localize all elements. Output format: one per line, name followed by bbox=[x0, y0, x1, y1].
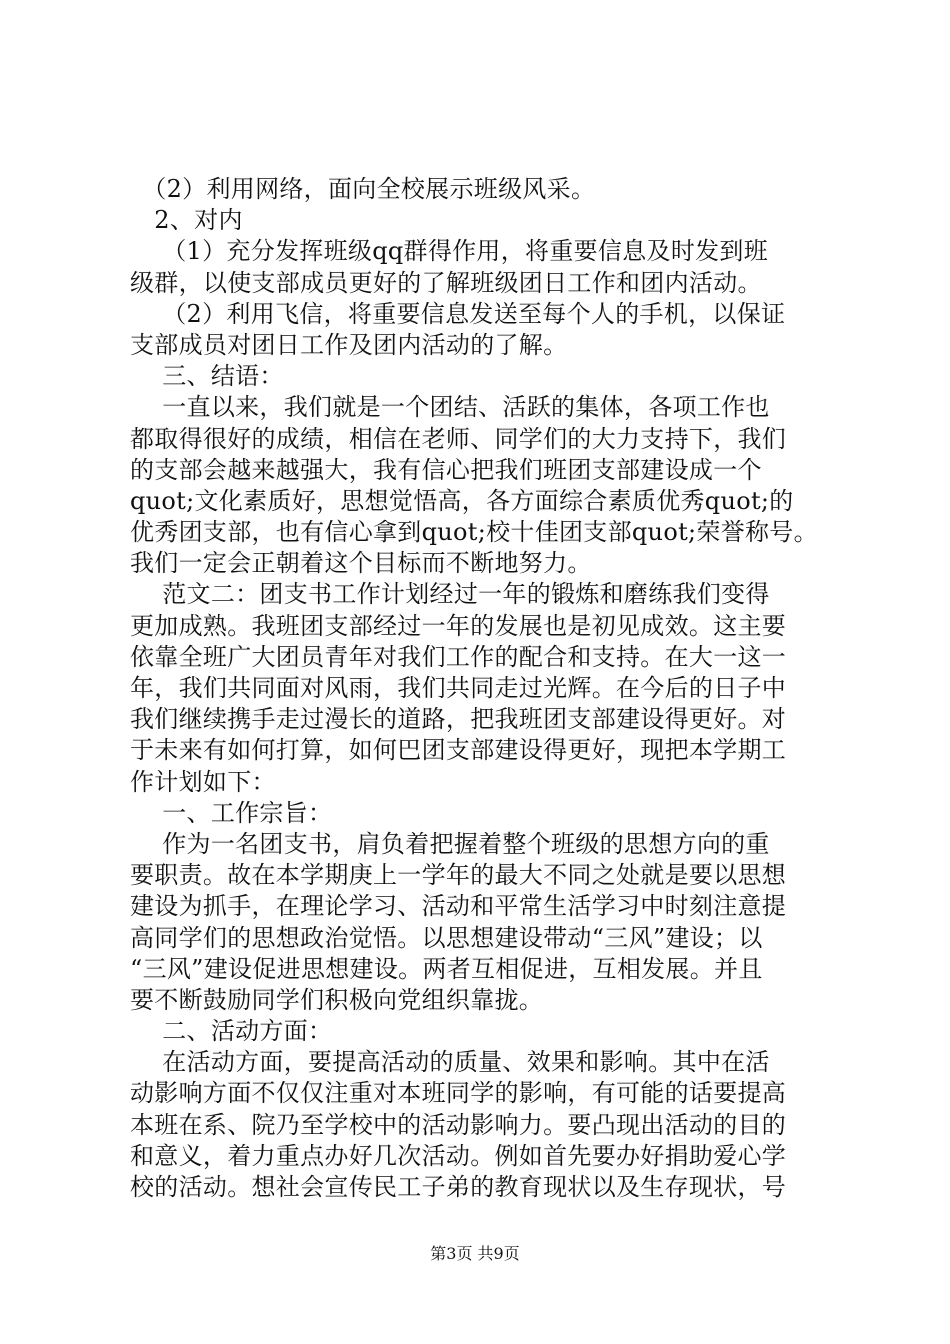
text-line: （2）利用飞信，将重要信息发送至每个人的手机，以保证 bbox=[130, 299, 786, 328]
text-line: 二、活动方面： bbox=[130, 1017, 333, 1046]
text-line: 要职责。故在本学期庚上一学年的最大不同之处就是要以思想 bbox=[130, 861, 787, 890]
text-line: （1）充分发挥班级qq群得作用，将重要信息及时发到班 bbox=[130, 237, 769, 266]
text-line: 三、结语： bbox=[130, 362, 284, 391]
text-line: 我们继续携手走过漫长的道路，把我班团支部建设得更好。对 bbox=[130, 705, 787, 734]
text-line: 本班在系、院乃至学校中的活动影响力。要凸现出活动的目的 bbox=[130, 1110, 787, 1139]
text-line: 我们一定会正朝着这个目标而不断地努力。 bbox=[130, 549, 592, 578]
text-line: 2、对内 bbox=[130, 206, 243, 235]
text-line: 校的活动。想社会宣传民工子弟的教育现状以及生存现状，号 bbox=[130, 1173, 787, 1201]
text-line: 作为一名团支书，肩负着把握着整个班级的思想方向的重 bbox=[130, 829, 770, 858]
text-line: 一直以来，我们就是一个团结、活跃的集体，各项工作也 bbox=[130, 393, 770, 422]
text-line: 依靠全班广大团员青年对我们工作的配合和支持。在大一这一 bbox=[130, 642, 787, 671]
text-line: 和意义，着力重点办好几次活动。例如首先要办好捐助爱心学 bbox=[130, 1141, 787, 1170]
text-line: 都取得很好的成绩，相信在老师、同学们的大力支持下，我们 bbox=[130, 424, 787, 453]
text-line: 优秀团支部，也有信心拿到quot;校十佳团支部quot;荣誉称号。 bbox=[130, 518, 818, 547]
text-line: 建设为抓手，在理论学习、活动和平常生活学习中时刻注意提 bbox=[130, 892, 787, 921]
text-line: 动影响方面不仅仅注重对本班同学的影响，有可能的话要提高 bbox=[130, 1079, 787, 1108]
text-line: （2）利用网络，面向全校展示班级风采。 bbox=[130, 175, 596, 203]
text-line: “三风”建设促进思想建设。两者互相促进，互相发展。并且 bbox=[130, 954, 763, 983]
document-body bbox=[130, 174, 830, 1203]
text-line: 的支部会越来越强大，我有信心把我们班团支部建设成一个 bbox=[130, 455, 762, 484]
text-line: 更加成熟。我班团支部经过一年的发展也是初见成效。这主要 bbox=[130, 611, 787, 640]
text-line: 支部成员对团日工作及团内活动的了解。 bbox=[130, 330, 568, 359]
text-line: 作计划如下： bbox=[130, 767, 276, 796]
text-line: 于未来有如何打算，如何巴团支部建设得更好，现把本学期工 bbox=[130, 736, 787, 765]
text-line: 范文二：团支书工作计划经过一年的锻炼和磨练我们变得 bbox=[130, 580, 770, 609]
text-line: 高同学们的思想政治觉悟。以思想建设带动“三风”建设；以 bbox=[130, 923, 763, 952]
text-line: 一、工作宗旨： bbox=[130, 798, 333, 827]
text-line: quot;文化素质好，思想觉悟高，各方面综合素质优秀quot;的 bbox=[130, 486, 794, 515]
text-line: 级群，以使支部成员更好的了解班级团日工作和团内活动。 bbox=[130, 268, 762, 297]
page-footer: 第3页 共9页 bbox=[430, 1244, 520, 1263]
text-line: 年，我们共同面对风雨，我们共同走过光辉。在今后的日子中 bbox=[130, 674, 787, 702]
text-line: 要不断鼓励同学们积极向党组织靠拢。 bbox=[130, 985, 544, 1014]
text-line: 在活动方面，要提高活动的质量、效果和影响。其中在活 bbox=[130, 1048, 770, 1077]
